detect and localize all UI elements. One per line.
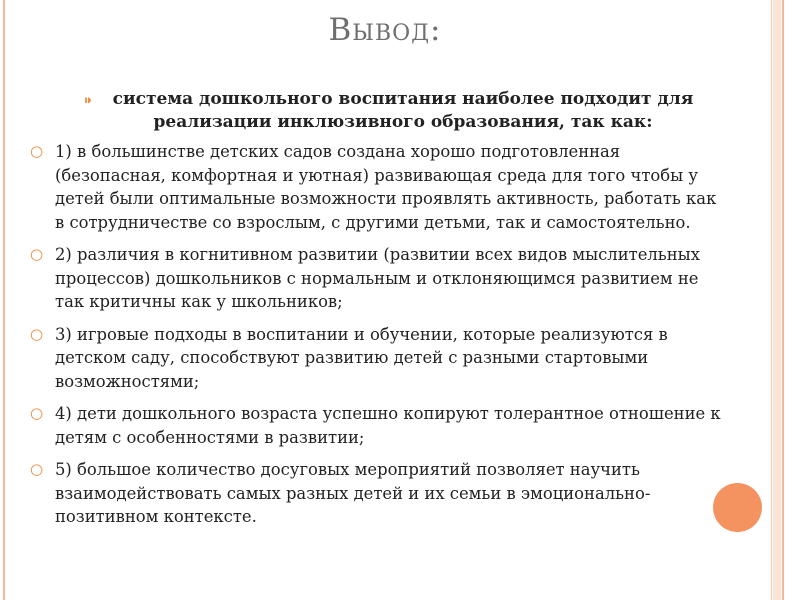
point-text: 5) большое количество досуговых мероприятий позволяет научить взаимодействовать самых разных детей и их семьи в эмоционально-позитивном контексте. — [55, 460, 651, 526]
lead-text: система дошкольного воспитания наиболее подходит для реализации инклюзивного образования, так как: — [112, 89, 694, 132]
point-text: 3) игровые подходы в воспитании и обучении, которые реализуются в детском саду, способствуют развитию детей с разными стартовыми возможностями; — [55, 324, 668, 391]
slide-title: Вывод: — [328, 12, 442, 48]
arrow-bullet-icon: ⁍ — [84, 91, 92, 110]
list-item — [24, 458, 726, 529]
point-text: 2) различия в когнитивном развитии (развитии всех видов мыслительных процессов) дошкольников с нормальным и отклоняющимся развитием не так критичны как у школьников; — [55, 245, 700, 311]
points-list — [24, 140, 726, 529]
point-text: 4) дети дошкольного возраста успешно копируют толерантное отношение к детям с особенностями в развитии; — [55, 404, 721, 447]
list-item — [24, 140, 726, 234]
list-item — [24, 323, 726, 394]
frame-right-band — [773, 0, 781, 600]
ring-bullet-icon: ○ — [30, 460, 44, 478]
frame-right-thin-line — [771, 0, 772, 600]
slide-content — [24, 88, 726, 538]
ring-bullet-icon: ○ — [30, 245, 44, 263]
list-item — [24, 243, 726, 314]
ring-bullet-icon: ○ — [30, 404, 44, 422]
ring-bullet-icon: ○ — [30, 324, 44, 343]
list-item — [24, 402, 726, 449]
lead-paragraph — [24, 88, 726, 134]
frame-left-line — [3, 0, 5, 600]
ring-bullet-icon: ○ — [30, 142, 44, 160]
frame-right-line — [782, 0, 784, 600]
point-text: 1) в большинстве детских садов создана хорошо подготовленная (безопасная, комфортная и уютная) развивающая среда для того чтобы у детей были оптимальные возможности проявлять активность, работать как в сотрудничестве со взрослым, с другими детьми, так и самостоятельно. — [55, 142, 717, 232]
decorative-circle — [713, 483, 762, 532]
